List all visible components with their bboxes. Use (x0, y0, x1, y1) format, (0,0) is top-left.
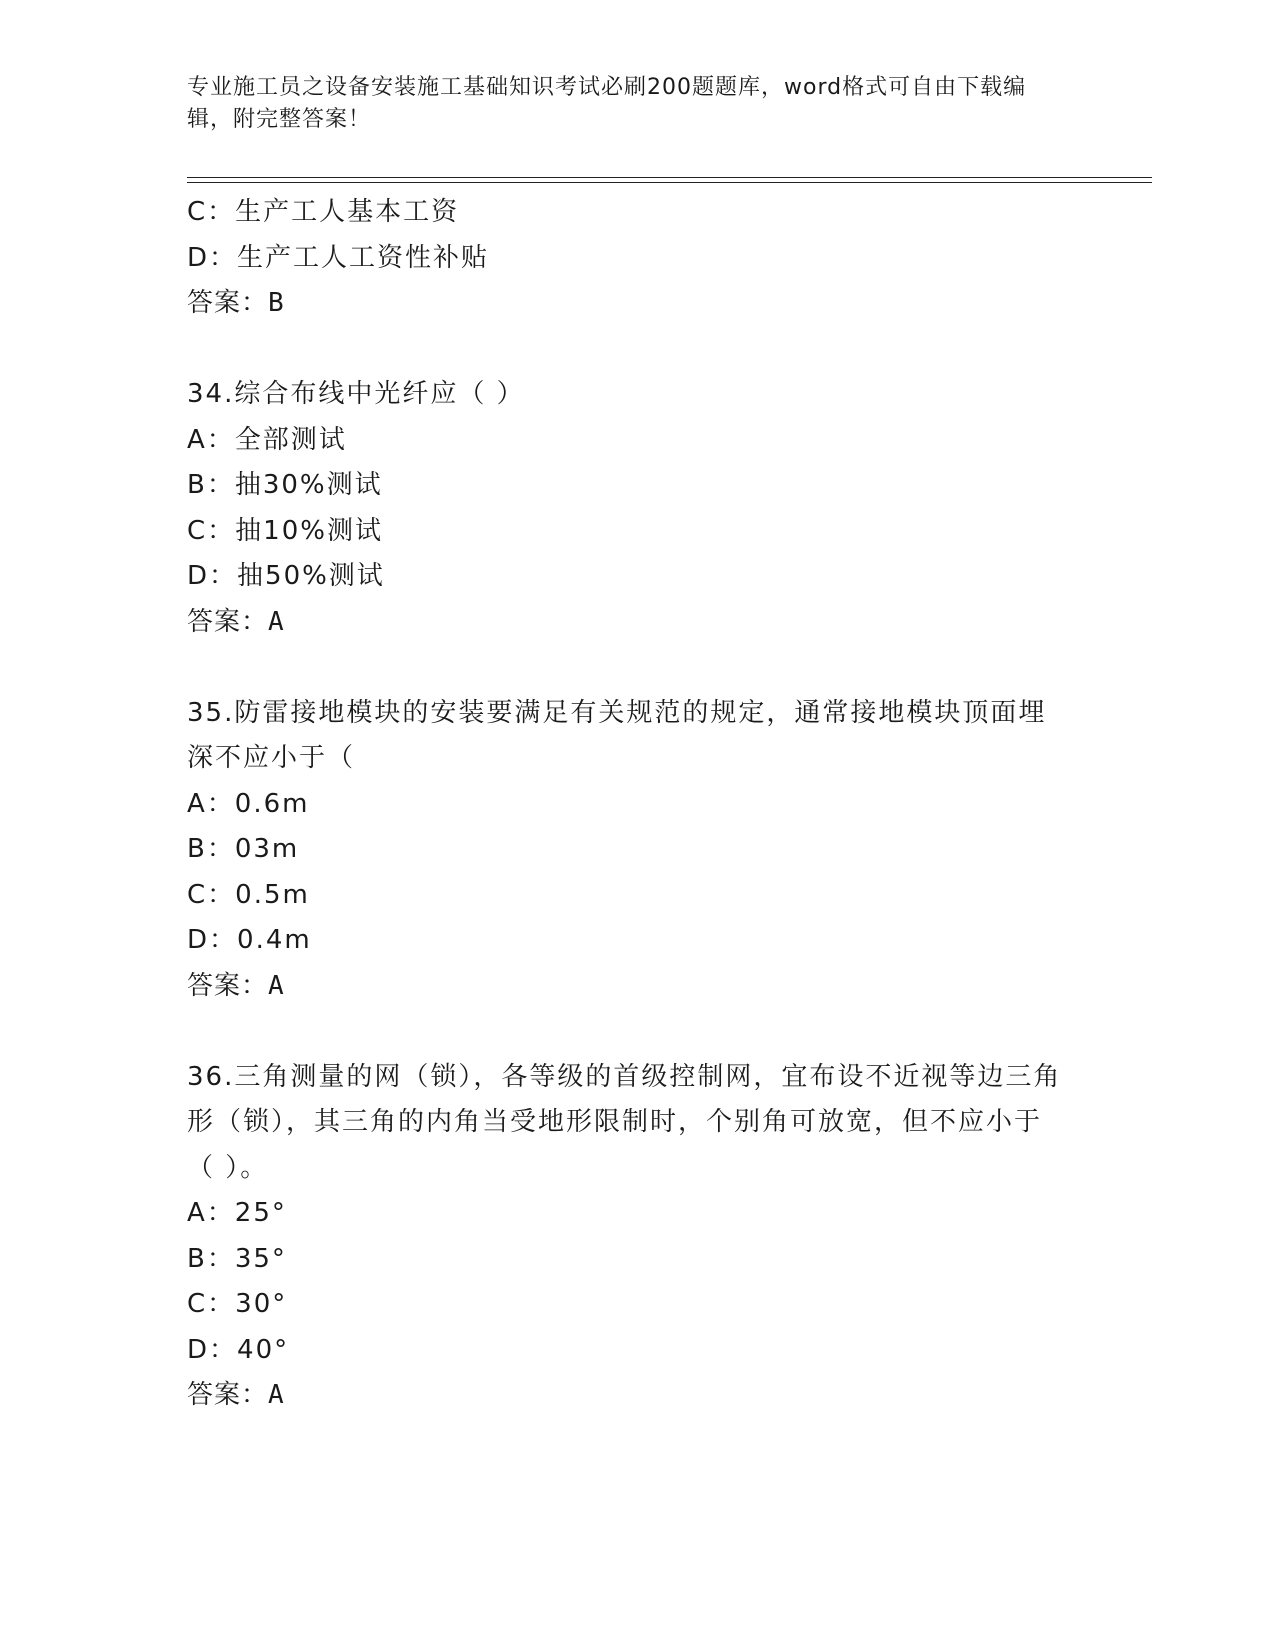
option-c: C：生产工人基本工资 (187, 197, 460, 227)
question-list (187, 190, 1067, 1419)
question-stem: 36.三角测量的网（锁），各等级的首级控制网，宜布设不近视等边三角形（锁），其三角的内角当受地形限制时，个别角可放宽，但不应小于（ ）。 (187, 1061, 1062, 1183)
spacer (187, 1009, 1067, 1055)
spacer (187, 645, 1067, 691)
spacer (187, 327, 1067, 373)
answer-line: 答案：B (187, 288, 285, 318)
answer-line: 答案：A (187, 970, 285, 1001)
option-c: C：抽10%测试 (187, 515, 383, 546)
option-d: D：40° (187, 1334, 290, 1365)
header-divider-bottom (187, 182, 1152, 183)
question-34 (187, 372, 1067, 645)
question-35 (187, 691, 1067, 1010)
question-stem: 35.防雷接地模块的安装要满足有关规范的规定，通常接地模块顶面埋深不应小于（ (187, 697, 1047, 773)
option-b: B：35° (187, 1243, 287, 1274)
option-d: D：抽50%测试 (187, 561, 385, 591)
option-d: D：0.4m (187, 925, 312, 955)
option-a: A：0.6m (187, 788, 310, 819)
option-a: A：25° (187, 1198, 287, 1228)
question-stem: 34.综合布线中光纤应（ ） (187, 379, 525, 409)
answer-line: 答案：A (187, 606, 285, 637)
option-b: B：抽30%测试 (187, 470, 383, 500)
option-d: D：生产工人工资性补贴 (187, 242, 490, 273)
option-b: B：03m (187, 834, 300, 864)
answer-line: 答案：A (187, 1380, 285, 1410)
option-c: C：0.5m (187, 879, 310, 910)
question-36 (187, 1055, 1067, 1419)
header-divider-top (187, 177, 1152, 178)
option-c: C：30° (187, 1289, 288, 1319)
document-header: 专业施工员之设备安装施工基础知识考试必刷200题题库，word格式可自由下载编辑，附完整答案！ (187, 75, 1027, 132)
option-a: A：全部测试 (187, 424, 347, 455)
prev-question (187, 190, 1067, 327)
